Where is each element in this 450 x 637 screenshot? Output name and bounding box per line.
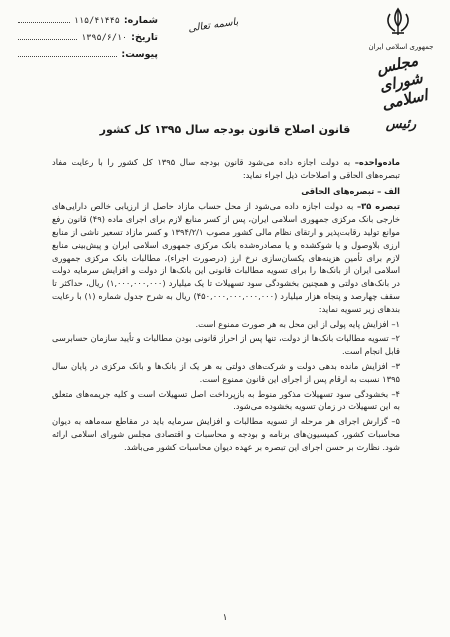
number-value: ۱۱۵/۴۱۴۴۵ <box>73 16 120 26</box>
list-item: ۲– تسویه مطالبات بانک‌ها از دولت، تنها پس از احراز قانونی بودن مطالبات و تأیید سازمان حسابرسی قابل انجام است. <box>52 333 400 357</box>
list-item: ۵– گزارش اجرای هر مرحله از تسویه مطالبات و افزایش سرمایه باید در مقاطع سه‌ماهه به دیوان محاسبات کشور، کمیسیون‌های برنامه و بودجه و محاسبات و اقتصادی مجلس شورای اسلامی ارائه شود. نظارت بر حسن اجرای این تبصره بر عهده دیوان محاسبات کشور می‌باشد. <box>52 416 400 452</box>
date-label: تاریخ: <box>131 32 158 43</box>
list-item: ۳– افزایش مانده بدهی دولت و شرکت‌های دولتی به هر یک از بانک‌ها و بانک مرکزی در پایان سال ۱۳۹۵ نسبت به ارقام پس از اجرای این قانون ممنوع است. <box>52 360 400 384</box>
page-number: ۱ <box>222 613 228 623</box>
intro-heading: ماده‌واحده– <box>354 157 401 167</box>
list-item: ۴– بخشودگی سود تسهیلات مذکور منوط به بازپرداخت اصل تسهیلات است و کلیه جریمه‌های متعلق به این تسهیلات در زمان تسویه بخشوده می‌شود. <box>52 388 400 412</box>
letter-header-fields <box>18 14 158 65</box>
parliament-letterhead <box>356 34 446 132</box>
intro-paragraph <box>52 156 400 182</box>
basmala: باسمه تعالی <box>187 16 240 35</box>
speaker-label: رئیس <box>385 117 417 132</box>
document-body <box>52 156 400 456</box>
list-item: ۱– افزایش پایه پولی از این محل به هر صورت ممنوع است. <box>195 318 400 329</box>
date-value: ۱۳۹۵/۶/۱۰ <box>81 33 128 43</box>
attachment-field <box>18 48 158 65</box>
number-label: شماره: <box>123 15 158 26</box>
attachment-label: پیوست: <box>121 49 158 60</box>
note-35-heading: تبصره ۳۵– <box>356 201 400 212</box>
date-field <box>18 31 158 48</box>
republic-label: جمهوری اسلامی ایران <box>368 43 434 51</box>
parliament-label: مجلس شورای اسلامی <box>374 51 430 114</box>
intro-text: به دولت اجازه داده می‌شود قانون بودجه سال ۱۳۹۵ کل کشور را با رعایت مفاد تبصره‌های الحاقی و اصلاحات ذیل اجراء نماید: <box>52 157 400 180</box>
note-35-text: به دولت اجازه داده می‌شود از محل حساب مازاد حاصل از ارزیابی خالص دارایی‌های خارجی بانک مرکزی جمهوری اسلامی ایران، پس از کسر منابع لازم برای اجرای ماده (۴۹) قانون رفع موانع تولید رقابت‌پذیر و ارتقای نظام مالی کشور مصوب ۱۳۹۴/۲/۱ و کسر مازاد تسعیر ناشی از منابع ارزی بلاوصول و یا شوکشده و یا مصادره‌شده بانک مرکزی جمهوری اسلامی ایران و پیش‌بینی منابع لازم برای تأمین هزینه‌های یکسان‌سازی نرخ ارز (درصورت اجراء)، مطالبات بانک مرکزی جمهوری اسلامی ایران از بانک‌ها را برای تسویه مطالبات قانونی این بانک‌ها از دولت و افزایش سرمایه دولت در بانک‌های دولتی و همچنین بخشودگی سود تسهیلات تا یک میلیارد (۱,۰۰۰,۰۰۰,۰۰۰) ریال، حداکثر تا سقف چهارصد و پنجاه هزار میلیارد (۴۵۰,۰۰۰,۰۰۰,۰۰۰,۰۰۰) ریال به شرح جدول شماره (۱) با رعایت بندهای زیر تسویه نماید: <box>52 201 400 314</box>
note-35-paragraph <box>52 200 400 315</box>
number-field <box>18 14 158 31</box>
section-a-heading: الف – تبصره‌های الحاقی <box>301 185 400 196</box>
document-title: قانون اصلاح قانون بودجه سال ۱۳۹۵ کل کشور <box>99 123 351 136</box>
